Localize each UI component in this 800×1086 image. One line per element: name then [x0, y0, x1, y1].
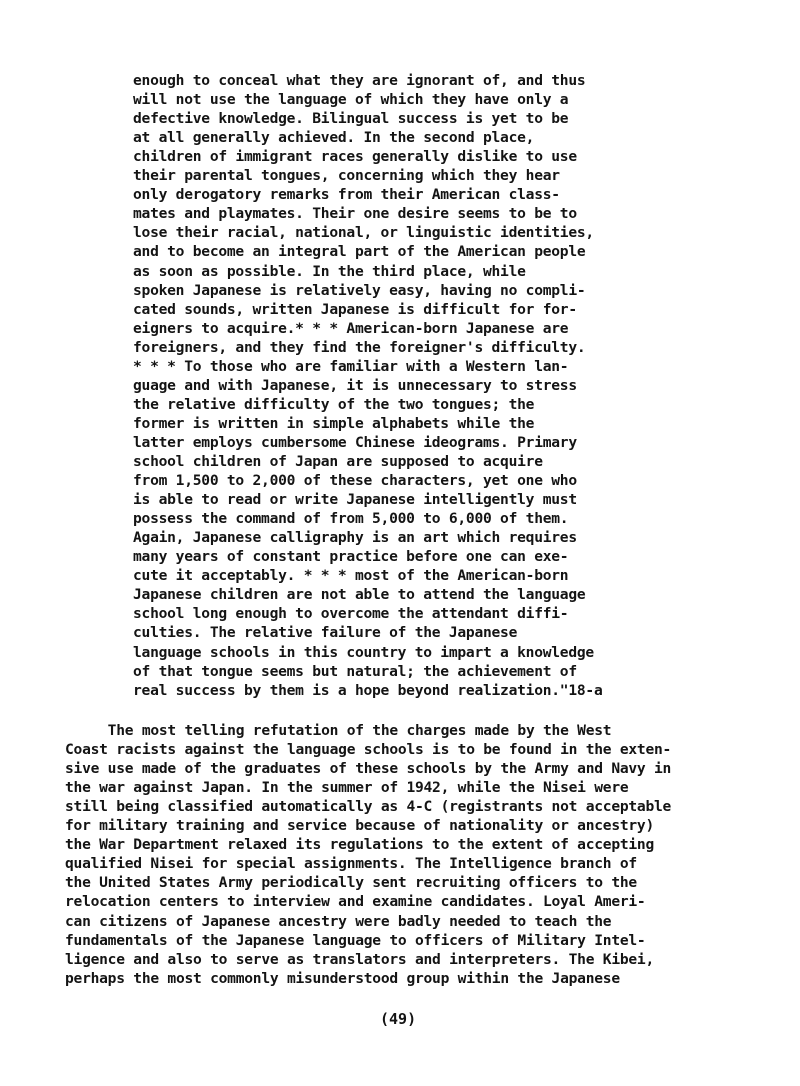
text-line: as soon as possible. In the third place, while: [133, 262, 526, 280]
text-line: the relative difficulty of the two tongues; the: [133, 395, 535, 413]
text-line: sive use made of the graduates of these schools by the Army and Navy in: [65, 760, 672, 778]
text-line: only derogatory remarks from their American class-: [133, 186, 560, 204]
text-line: defective knowledge. Bilingual success is yet to be: [133, 110, 569, 128]
text-line: mates and playmates. Their one desire seems to be to: [133, 205, 577, 223]
text-line: fundamentals of the Japanese language to officers of Military Intel-: [65, 931, 646, 949]
text-line: perhaps the most commonly misunderstood group within the Japanese: [65, 969, 620, 987]
page-number: (49): [380, 1010, 417, 1028]
text-line: children of immigrant races generally dislike to use: [133, 148, 577, 166]
text-line: culties. The relative failure of the Japanese: [133, 624, 518, 642]
text-line: and to become an integral part of the American people: [133, 243, 586, 261]
text-line: the War Department relaxed its regulations to the extent of accepting: [65, 836, 654, 854]
text-line: former is written in simple alphabets while the: [133, 414, 535, 432]
text-line: Japanese children are not able to attend the language: [133, 586, 586, 604]
text-line: language schools in this country to impart a knowledge: [133, 643, 594, 661]
text-line: enough to conceal what they are ignorant of, and thus: [133, 72, 586, 89]
text-line: their parental tongues, concerning which they hear: [133, 167, 560, 185]
text-line: is able to read or write Japanese intelligently must: [133, 491, 577, 509]
text-line: the war against Japan. In the summer of 1942, while the Nisei were: [65, 779, 629, 797]
text-line: cute it acceptably. * * * most of the American-born: [133, 567, 569, 585]
text-line: latter employs cumbersome Chinese ideograms. Primary: [133, 433, 577, 451]
text-line: The most telling refutation of the charges made by the West: [65, 722, 612, 739]
text-line: eigners to acquire.* * * American-born Japanese are: [133, 319, 569, 337]
text-line: the United States Army periodically sent recruiting officers to the: [65, 874, 637, 892]
text-line: at all generally achieved. In the second place,: [133, 129, 535, 147]
text-line: * * * To those who are familiar with a Western lan-: [133, 357, 569, 375]
text-line: many years of constant practice before one can exe-: [133, 548, 569, 566]
text-line: guage and with Japanese, it is unnecessary to stress: [133, 376, 577, 394]
text-line: still being classified automatically as 4-C (registrants not acceptable: [65, 798, 672, 816]
text-line: cated sounds, written Japanese is difficult for for-: [133, 300, 577, 318]
text-line: ligence and also to serve as translators and interpreters. The Kibei,: [65, 950, 654, 968]
text-line: real success by them is a hope beyond realization."18-a: [133, 681, 603, 699]
text-line: lose their racial, national, or linguistic identities,: [133, 224, 594, 242]
text-line: school long enough to overcome the attendant diffi-: [133, 605, 569, 623]
text-line: relocation centers to interview and examine candidates. Loyal Ameri-: [65, 893, 646, 911]
text-line: qualified Nisei for special assignments. The Intelligence branch of: [65, 855, 637, 873]
text-line: possess the command of from 5,000 to 6,000 of them.: [133, 510, 569, 528]
text-line: Coast racists against the language schools is to be found in the exten-: [65, 741, 672, 759]
text-line: spoken Japanese is relatively easy, having no compli-: [133, 281, 586, 299]
text-line: school children of Japan are supposed to acquire: [133, 453, 543, 470]
text-line: can citizens of Japanese ancestry were badly needed to teach the: [65, 912, 612, 930]
text-line: will not use the language of which they have only a: [133, 91, 569, 109]
text-line: for military training and service because of nationality or ancestry): [65, 817, 654, 835]
text-line: Again, Japanese calligraphy is an art which requires: [133, 529, 577, 547]
text-line: of that tongue seems but natural; the achievement of: [133, 662, 577, 680]
text-line: foreigners, and they find the foreigner's difficulty.: [133, 338, 586, 356]
text-line: from 1,500 to 2,000 of these characters, yet one who: [133, 472, 577, 490]
